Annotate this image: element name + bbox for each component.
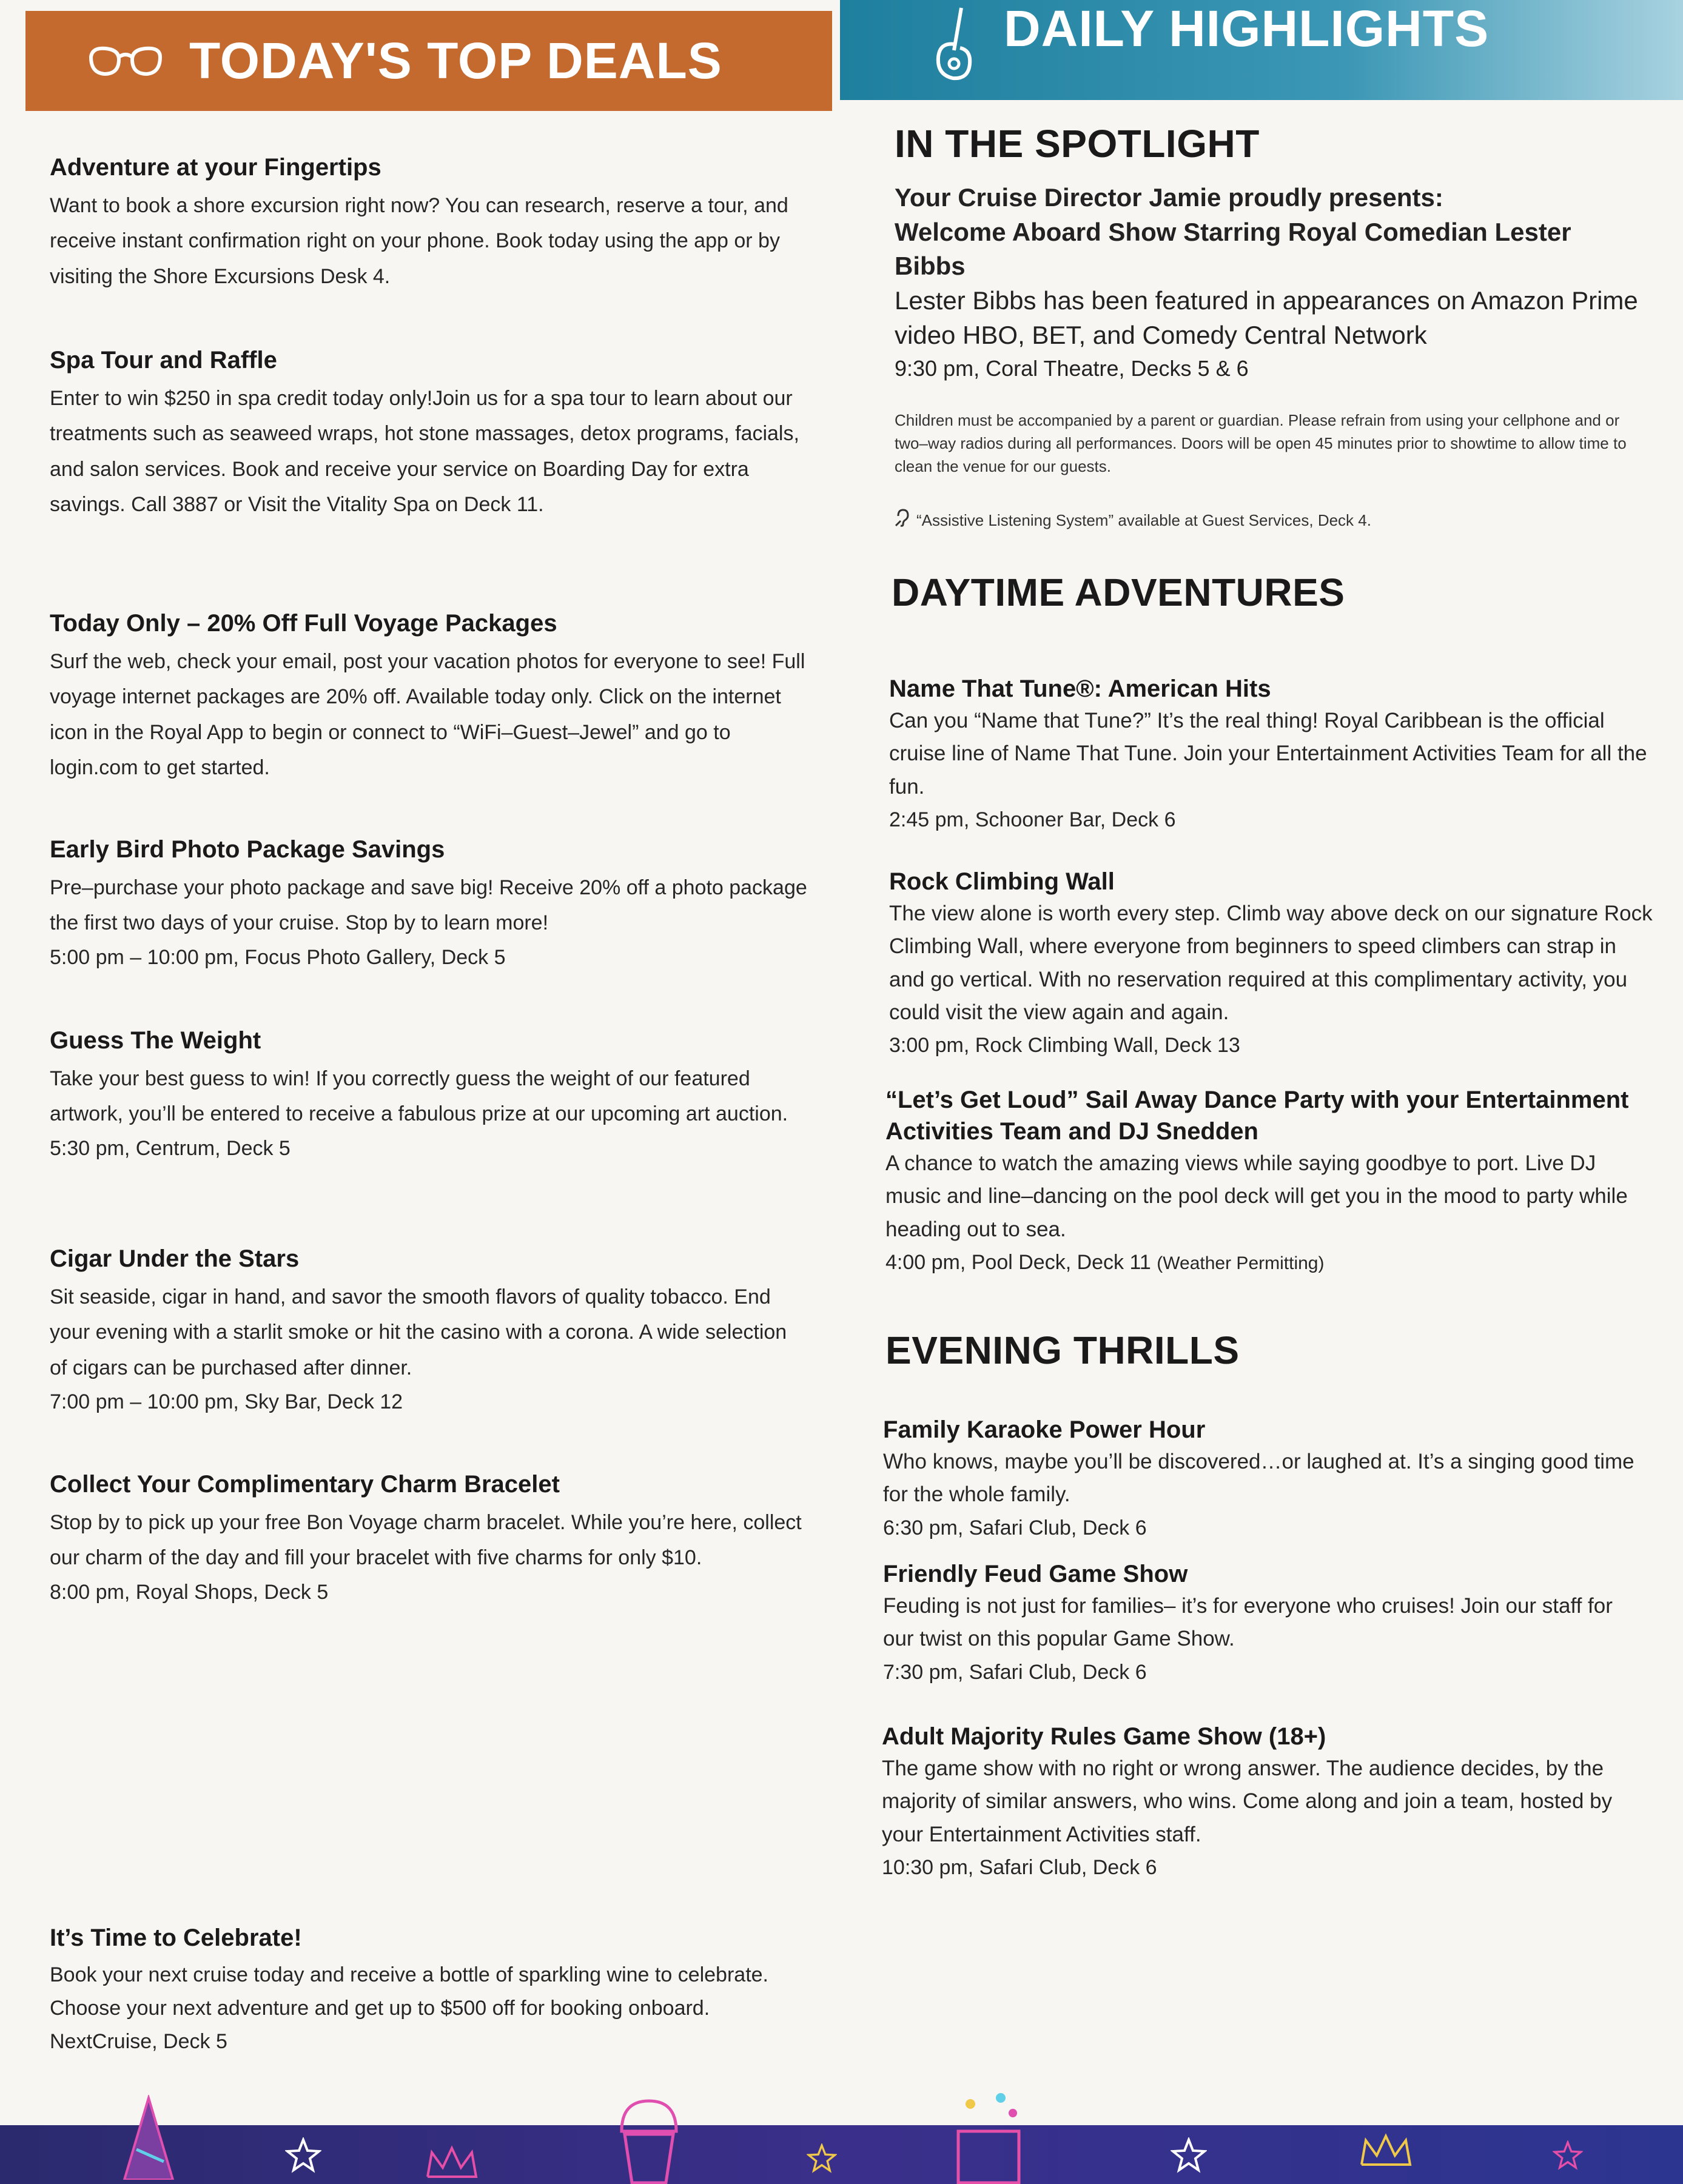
assistive-text: “Assistive Listening System” available at Guest Services, Deck 4. [916,511,1371,529]
event-title: Name That Tune®: American Hits [889,675,1271,702]
event-item [889,673,1653,836]
event-title: Rock Climbing Wall [889,868,1115,895]
deal-time: NextCruise, Deck 5 [50,2030,227,2054]
crown-icon [1359,2131,1413,2171]
daily-highlights-header [840,0,1683,100]
deal-title: Guess The Weight [50,1027,261,1054]
star-icon [285,2137,321,2177]
deal-item [50,1922,808,2058]
deal-body: Book your next cruise today and receive a bottle of sparkling wine to celebrate. Choose your next adventure and get up to $500 off for booking onboard. [50,1963,769,2020]
spotlight-desc: Lester Bibbs has been featured in appearances on Amazon Prime video HBO, BET, and Comedy Central Network [895,286,1638,349]
evening-heading: EVENING THRILLS [885,1328,1240,1372]
event-body: Can you “Name that Tune?” It’s the real thing! Royal Caribbean is the official cruise line of Name That Tune. Join your Entertainment Activities Team for all the fun. [889,709,1647,799]
spotlight-presenter: Your Cruise Director Jamie proudly presents: [895,183,1443,212]
event-time: 6:30 pm, Safari Club, Deck 6 [883,1516,1147,1539]
event-item [883,1558,1647,1689]
deal-title: Today Only – 20% Off Full Voyage Packages [50,610,557,637]
deal-title: Adventure at your Fingertips [50,154,381,181]
deal-time: 5:30 pm, Centrum, Deck 5 [50,1136,291,1160]
event-item [883,1414,1647,1544]
top-deals-title: TODAY'S TOP DEALS [189,32,722,89]
deal-title: Cigar Under the Stars [50,1245,300,1272]
deal-time: 8:00 pm, Royal Shops, Deck 5 [50,1580,329,1604]
deal-body: Want to book a shore excursion right now? You can research, reserve a tour, and receive instant confirmation right on your phone. Book today using the app or by visiting the Shore Excursions Desk 4. [50,194,788,288]
event-time: 10:30 pm, Safari Club, Deck 6 [882,1855,1157,1879]
event-time-text: 4:00 pm, Pool Deck, Deck 11 [885,1250,1151,1274]
event-time [885,1246,1650,1279]
event-body: A chance to watch the amazing views while saying goodbye to port. Live DJ music and line–dancing on the pool deck will get you in the mood to party while heading out to sea. [885,1151,1628,1241]
spotlight-time: 9:30 pm, Coral Theatre, Decks 5 & 6 [895,356,1249,381]
deal-body: Pre–purchase your photo package and save big! Receive 20% off a photo package the first two days of your cruise. Stop by to learn more! [50,876,807,935]
deal-body: Surf the web, check your email, post your vacation photos for everyone to see! Full voyage internet packages are 20% off. Available today only. Click on the internet icon in the Royal App to begin or connect to “WiFi–Guest–Jewel” and go to login.com to get started. [50,650,805,780]
deal-body: Take your best guess to win! If you correctly guess the weight of our featured artwork, you’ll be entered to receive a fabulous prize at our upcoming art auction. [50,1067,788,1126]
weather-note: (Weather Permitting) [1157,1253,1325,1273]
event-title: “Let’s Get Loud” Sail Away Dance Party with your Entertainment Activities Team and DJ Snedden [885,1087,1629,1145]
star-icon [1171,2137,1207,2177]
daytime-section [892,570,1650,615]
deal-title: Collect Your Complimentary Charm Bracelet [50,1471,560,1498]
deal-item [50,1025,808,1165]
deal-title: Spa Tour and Raffle [50,347,277,373]
deal-time: 7:00 pm – 10:00 pm, Sky Bar, Deck 12 [50,1390,403,1414]
deal-item [50,1469,808,1609]
star-icon [1553,2140,1583,2174]
spotlight-notice: Children must be accompanied by a parent or guardian. Please refrain from using your cellphone and or two–way radios during all performances. Doors will be open 45 minutes prior to showtime to allow time to clean the venue for our guests. [895,411,1627,475]
event-time: 2:45 pm, Schooner Bar, Deck 6 [889,808,1176,831]
deal-item [50,834,808,974]
event-item [889,866,1653,1062]
deal-item [50,344,808,523]
cupcake-icon [613,2083,685,2184]
event-body: The game show with no right or wrong answer. The audience decides, by the majority of similar answers, who wins. Come along and join a team, hosted by your Entertainment Activities staff. [882,1757,1613,1846]
event-body: Who knows, maybe you’ll be discovered…or laughed at. It’s a singing good time for the whole family. [883,1450,1634,1507]
footer-decoration [0,2125,1683,2184]
gift-icon [946,2089,1031,2184]
deal-body: Stop by to pick up your free Bon Voyage charm bracelet. While you’re here, collect our charm of the day and fill your bracelet with five charms for only $10. [50,1511,802,1570]
spotlight-show: Welcome Aboard Show Starring Royal Comedian Lester Bibbs [895,217,1571,281]
party-hat-icon [121,2095,176,2183]
daytime-heading: DAYTIME ADVENTURES [892,571,1345,614]
sunglasses-icon [86,40,165,82]
evening-section [885,1328,1644,1373]
crown-icon [425,2143,479,2183]
deal-item [50,152,808,294]
event-body: Feuding is not just for families– it’s for everyone who cruises! Join our staff for our twist on this popular Game Show. [883,1594,1613,1651]
deal-time: 5:00 pm – 10:00 pm, Focus Photo Gallery, Deck 5 [50,945,506,969]
deal-body: Enter to win $250 in spa credit today only!Join us for a spa tour to learn about our treatments such as seaweed wraps, hot stone massages, detox programs, facials, and salon services. Book and receive your service on Boarding Day for extra savings. Call 3887 or Visit the Vitality Spa on Deck 11. [50,387,799,517]
top-deals-header [25,11,832,111]
star-icon [807,2143,837,2177]
ear-icon [895,509,910,534]
deal-item [50,608,808,786]
event-item [885,1084,1650,1279]
deal-title: Early Bird Photo Package Savings [50,836,445,863]
daily-highlights-title: DAILY HIGHLIGHTS [1004,0,1490,57]
event-body: The view alone is worth every step. Climb way above deck on our signature Rock Climbing Wall, where everyone from beginners to speed climbers can strap in and go vertical. With no reservation required at this complimentary activity, you could visit the view again and again. [889,902,1653,1024]
guitar-icon [931,2,979,87]
event-time: 7:30 pm, Safari Club, Deck 6 [883,1660,1147,1684]
event-item [882,1721,1646,1884]
deal-item [50,1243,808,1419]
deal-body: Sit seaside, cigar in hand, and savor the smooth flavors of quality tobacco. End your evening with a starlit smoke or hit the casino with a corona. A wide selection of cigars can be purchased after dinner. [50,1285,787,1379]
spotlight-heading: IN THE SPOTLIGHT [895,122,1260,166]
spotlight-section [895,121,1647,533]
event-title: Family Karaoke Power Hour [883,1416,1206,1443]
event-time: 3:00 pm, Rock Climbing Wall, Deck 13 [889,1034,1240,1057]
assistive-listening-note [895,509,1647,534]
event-title: Adult Majority Rules Game Show (18+) [882,1723,1326,1750]
deal-title: It’s Time to Celebrate! [50,1924,302,1951]
event-title: Friendly Feud Game Show [883,1561,1188,1587]
